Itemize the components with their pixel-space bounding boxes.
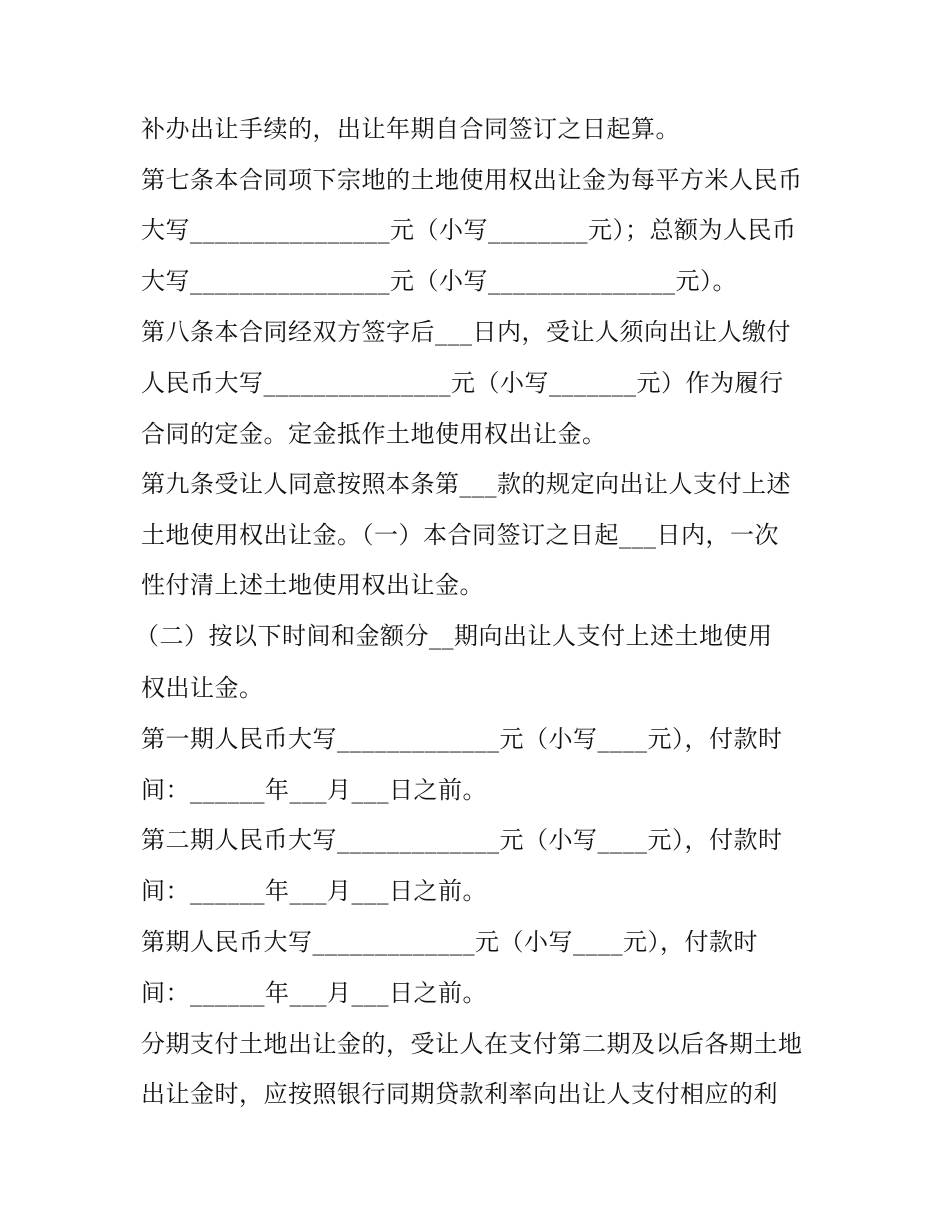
text-line: 人民币大写_______________元（小写_______元）作为履行 bbox=[141, 369, 784, 397]
text-line: 间：______年___月___日之前。 bbox=[141, 979, 487, 1007]
text-line: 大写________________元（小写________元）；总额为人民币 bbox=[141, 216, 797, 244]
text-line: 间：______年___月___日之前。 bbox=[141, 776, 487, 804]
text-line: 第七条本合同项下宗地的土地使用权出让金为每平方米人民币 bbox=[141, 166, 803, 194]
text-line: 性付清上述土地使用权出让金。 bbox=[141, 571, 484, 599]
text-line: 第九条受让人同意按照本条第___款的规定向出让人支付上述 bbox=[141, 470, 791, 498]
text-line: 土地使用权出让金。（一）本合同签订之日起___日内，一次 bbox=[141, 521, 779, 549]
text-line: 分期支付土地出让金的，受让人在支付第二期及以后各期土地 bbox=[141, 1030, 803, 1058]
text-line: 第一期人民币大写_____________元（小写____元），付款时 bbox=[141, 725, 783, 753]
text-line: 合同的定金。定金抵作土地使用权出让金。 bbox=[141, 420, 607, 448]
text-line: 补办出让手续的，出让年期自合同签订之日起算。 bbox=[141, 115, 680, 143]
text-line: （二）按以下时间和金额分__期向出让人支付上述土地使用 bbox=[135, 622, 773, 650]
text-line: 间：______年___月___日之前。 bbox=[141, 877, 487, 905]
text-line: 大写________________元（小写_______________元）。 bbox=[141, 267, 737, 295]
text-line: 权出让金。 bbox=[141, 674, 264, 702]
text-line: 第期人民币大写_____________元（小写____元），付款时 bbox=[141, 928, 758, 956]
text-line: 第二期人民币大写_____________元（小写____元），付款时 bbox=[141, 826, 783, 854]
text-line: 第八条本合同经双方签字后___日内，受让人须向出让人缴付 bbox=[141, 318, 791, 346]
text-line: 出让金时，应按照银行同期贷款利率向出让人支付相应的利 bbox=[141, 1080, 778, 1108]
